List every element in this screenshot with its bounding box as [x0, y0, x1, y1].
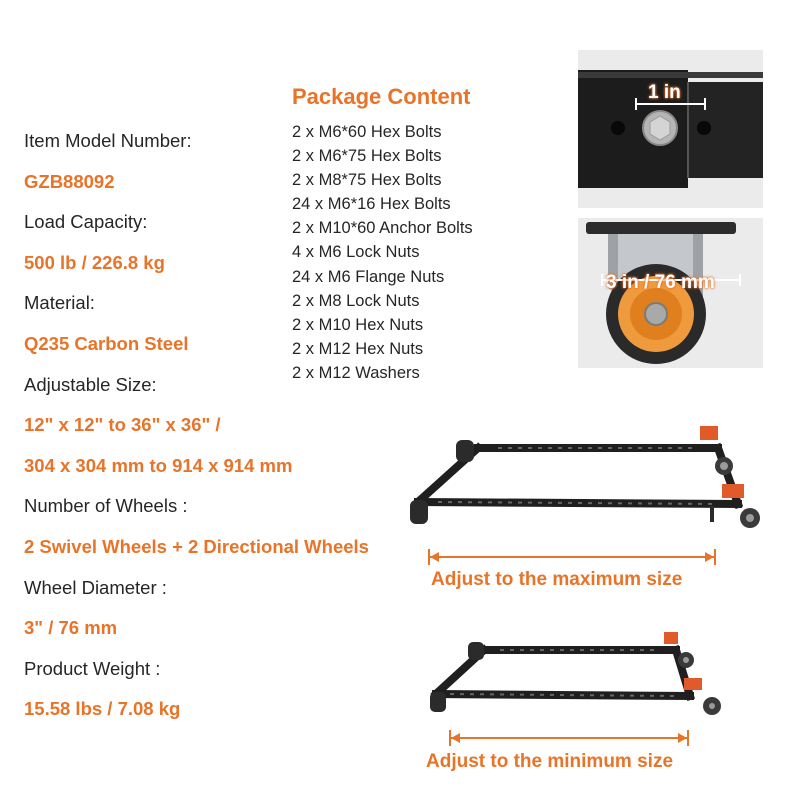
- caster-wheel-photo: [578, 218, 763, 368]
- spec-label-load: Load Capacity:: [24, 211, 148, 233]
- mobile-base-min-frame: [420, 628, 740, 720]
- package-item: 4 x M6 Lock Nuts: [292, 243, 420, 262]
- spec-label-model: Item Model Number:: [24, 130, 192, 151]
- spec-label-wheels: Number of Wheels :: [24, 495, 188, 517]
- spec-value-size-imperial: 12" x 12" to 36" x 36" /: [24, 414, 221, 436]
- bolt-spacing-label: 1 in: [648, 82, 681, 103]
- wheel-diameter-label: 3 in / 76 mm: [606, 272, 715, 293]
- bolt-tube-illustration: [578, 50, 763, 208]
- min-size-dimension-line: [449, 730, 689, 746]
- package-item: 24 x M6 Flange Nuts: [292, 267, 445, 286]
- min-size-caption: Adjust to the minimum size: [426, 751, 674, 772]
- package-item: 2 x M6*75 Hex Bolts: [292, 147, 442, 166]
- spec-label-material: Material:: [24, 292, 95, 314]
- spec-value-model: GZB88092: [24, 170, 115, 192]
- spec-label-weight: Product Weight :: [24, 657, 161, 679]
- bolt-spacing-photo: [578, 50, 763, 208]
- mobile-base-min-illustration: [420, 628, 740, 720]
- package-item: 2 x M12 Hex Nuts: [292, 339, 424, 358]
- package-item: 2 x M10*60 Anchor Bolts: [292, 219, 473, 238]
- package-content-list: [292, 120, 473, 385]
- package-content-title: Package Content: [292, 84, 471, 109]
- spec-value-wheel-diameter: 3" / 76 mm: [24, 617, 118, 639]
- mobile-base-max-frame: [398, 422, 778, 542]
- mobile-base-max-illustration: [398, 422, 778, 542]
- spec-value-load: 500 lb / 226.8 kg: [24, 251, 165, 273]
- spec-value-material: Q235 Carbon Steel: [24, 332, 189, 354]
- spec-value-weight: 15.58 lbs / 7.08 kg: [24, 698, 181, 720]
- package-item: 2 x M8*75 Hex Bolts: [292, 171, 442, 190]
- spec-label-size: Adjustable Size:: [24, 373, 157, 395]
- spec-value-wheels: 2 Swivel Wheels + 2 Directional Wheels: [24, 535, 369, 557]
- max-size-dimension-line: [428, 549, 716, 565]
- max-size-caption: Adjust to the maximum size: [431, 569, 683, 590]
- package-item: 2 x M10 Hex Nuts: [292, 315, 424, 334]
- spec-value-size-metric: 304 x 304 mm to 914 x 914 mm: [24, 454, 293, 476]
- package-item: 24 x M6*16 Hex Bolts: [292, 195, 451, 214]
- spec-label-wheel-diameter: Wheel Diameter :: [24, 576, 167, 598]
- package-item: 2 x M6*60 Hex Bolts: [292, 123, 442, 141]
- package-item: 2 x M12 Washers: [292, 363, 420, 382]
- package-item: 2 x M8 Lock Nuts: [292, 291, 420, 310]
